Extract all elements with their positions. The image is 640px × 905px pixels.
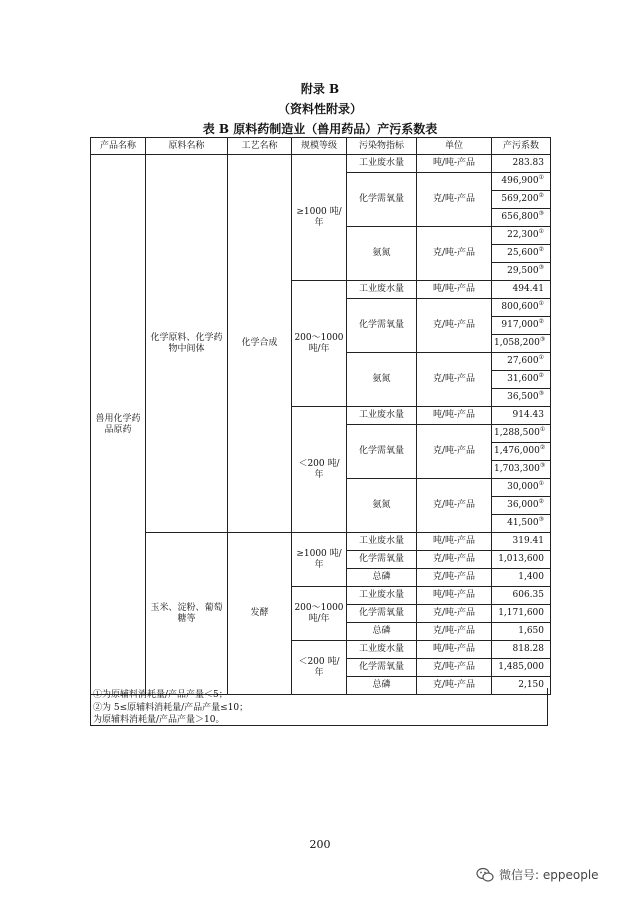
appendix-nature: （资料性附录） xyxy=(277,102,362,116)
process-cell: 发酵 xyxy=(228,533,292,695)
coefficient-cell xyxy=(492,371,551,389)
unit-cell: 克/吨-产品 xyxy=(417,605,492,623)
coefficient-cell xyxy=(492,479,551,497)
unit-cell: 吨/吨-产品 xyxy=(417,407,492,425)
pollutant-cell: 工业废水量 xyxy=(347,281,417,299)
footnote-marker: ① xyxy=(538,354,544,361)
footnote-marker: ③ xyxy=(539,336,546,343)
coefficient-cell xyxy=(492,317,551,335)
coefficient-value: 800,600 xyxy=(501,302,539,312)
pollutant-cell: 工业废水量 xyxy=(347,641,417,659)
coefficient-cell xyxy=(492,227,551,245)
pollutant-cell: 化学需氧量 xyxy=(347,659,417,677)
footnote-marker: ① xyxy=(539,426,546,433)
pollutant-cell: 总磷 xyxy=(347,623,417,641)
coefficient-value: 1,485,000 xyxy=(498,662,544,672)
unit-cell: 吨/吨-产品 xyxy=(417,587,492,605)
coefficient-value: 914.43 xyxy=(512,410,544,420)
coefficient-cell xyxy=(492,587,551,605)
pollutant-cell: 工业废水量 xyxy=(347,533,417,551)
header-pollutant: 污染物指标 xyxy=(347,138,417,155)
unit-cell: 克/吨-产品 xyxy=(417,623,492,641)
coefficient-value: 496,900 xyxy=(501,176,539,186)
coefficient-cell xyxy=(492,245,551,263)
pollutant-cell: 工业废水量 xyxy=(347,155,417,173)
coefficient-value: 2,150 xyxy=(518,680,544,690)
coefficient-value: 1,650 xyxy=(518,626,544,636)
unit-cell: 克/吨-产品 xyxy=(417,353,492,407)
coefficient-value: 27,600 xyxy=(507,356,539,366)
footnote-1: ①为原辅料消耗量/产品产量＜5； xyxy=(93,690,228,700)
appendix-title: 附录 B xyxy=(300,82,340,96)
unit-cell: 克/吨-产品 xyxy=(417,173,492,227)
coefficient-value: 656,800 xyxy=(501,212,539,222)
header-material: 原料名称 xyxy=(146,138,228,155)
coefficient-cell xyxy=(492,569,551,587)
coefficient-cell xyxy=(492,389,551,407)
coefficient-value: 1,703,300 xyxy=(494,464,540,474)
footnote-marker: ② xyxy=(538,246,544,253)
pollutant-cell: 化学需氧量 xyxy=(347,299,417,353)
coefficient-cell xyxy=(492,281,551,299)
process-cell: 化学合成 xyxy=(228,155,292,533)
emission-coefficient-table xyxy=(90,137,551,695)
pollutant-cell: 氨氮 xyxy=(347,353,417,407)
scale-cell: ＜200 吨/年 xyxy=(292,407,347,533)
footnote-3: 为原辅料消耗量/产品产量＞10。 xyxy=(93,715,225,725)
footnote-marker: ③ xyxy=(538,390,544,397)
coefficient-cell xyxy=(492,641,551,659)
table-header-row xyxy=(91,138,551,155)
coefficient-value: 283.83 xyxy=(512,158,544,168)
footnote-marker: ① xyxy=(538,228,544,235)
footnote-marker: ② xyxy=(538,498,544,505)
wechat-icon xyxy=(476,867,494,883)
coefficient-cell xyxy=(492,155,551,173)
scale-cell: 200～1000 吨/年 xyxy=(292,587,347,641)
header-product: 产品名称 xyxy=(91,138,146,155)
scale-cell: ≥1000 吨/年 xyxy=(292,533,347,587)
coefficient-cell xyxy=(492,173,551,191)
footnote-marker: ① xyxy=(538,480,544,487)
material-cell: 化学原料、化学药物中间体 xyxy=(146,155,228,533)
pollutant-cell: 化学需氧量 xyxy=(347,551,417,569)
coefficient-cell xyxy=(492,425,551,443)
unit-cell: 克/吨-产品 xyxy=(417,425,492,479)
pollutant-cell: 氨氮 xyxy=(347,479,417,533)
unit-cell: 克/吨-产品 xyxy=(417,479,492,533)
footnote-marker: ③ xyxy=(538,516,544,523)
unit-cell: 克/吨-产品 xyxy=(417,299,492,353)
coefficient-value: 917,000 xyxy=(501,320,539,330)
scale-cell: 200～1000 吨/年 xyxy=(292,281,347,407)
coefficient-value: 36,000 xyxy=(507,500,539,510)
footnote-marker: ③ xyxy=(539,462,546,469)
watermark-text: 微信号: eppeople xyxy=(499,868,599,882)
coefficient-cell xyxy=(492,497,551,515)
coefficient-cell xyxy=(492,533,551,551)
scale-cell: ＜200 吨/年 xyxy=(292,641,347,695)
unit-cell: 吨/吨-产品 xyxy=(417,281,492,299)
page-number: 200 xyxy=(309,838,331,851)
coefficient-cell xyxy=(492,515,551,533)
scale-cell: ≥1000 吨/年 xyxy=(292,155,347,281)
coefficient-value: 1,476,000 xyxy=(494,446,540,456)
coefficient-value: 36,500 xyxy=(507,392,539,402)
footnote-marker: ① xyxy=(538,300,544,307)
coefficient-cell xyxy=(492,191,551,209)
coefficient-cell xyxy=(492,209,551,227)
pollutant-cell: 工业废水量 xyxy=(347,407,417,425)
unit-cell: 克/吨-产品 xyxy=(417,677,492,695)
coefficient-cell xyxy=(492,263,551,281)
coefficient-cell xyxy=(492,335,551,353)
unit-cell: 吨/吨-产品 xyxy=(417,155,492,173)
coefficient-value: 569,200 xyxy=(501,194,539,204)
pollutant-cell: 化学需氧量 xyxy=(347,173,417,227)
header-process: 工艺名称 xyxy=(228,138,292,155)
coefficient-value: 1,288,500 xyxy=(494,428,540,438)
pollutant-cell: 总磷 xyxy=(347,569,417,587)
coefficient-value: 30,000 xyxy=(507,482,539,492)
coefficient-value: 606.35 xyxy=(512,590,544,600)
footnote-marker: ② xyxy=(538,192,544,199)
coefficient-value: 818.28 xyxy=(512,644,544,654)
pollutant-cell: 总磷 xyxy=(347,677,417,695)
footnote-marker: ③ xyxy=(538,210,544,217)
coefficient-value: 319.41 xyxy=(512,536,544,546)
table-title: 表 B 原料药制造业（兽用药品）产污系数表 xyxy=(202,122,438,136)
coefficient-value: 1,058,200 xyxy=(494,338,540,348)
footnote-marker: ③ xyxy=(538,264,544,271)
coefficient-value: 1,400 xyxy=(518,572,544,582)
coefficient-value: 25,600 xyxy=(507,248,539,258)
product-name-cell: 兽用化学药品原药 xyxy=(91,155,146,695)
footnote-marker: ② xyxy=(538,372,544,379)
header-scale: 规模等级 xyxy=(292,138,347,155)
unit-cell: 克/吨-产品 xyxy=(417,227,492,281)
coefficient-cell xyxy=(492,461,551,479)
pollutant-cell: 氨氮 xyxy=(347,227,417,281)
header-unit: 单位 xyxy=(417,138,492,155)
unit-cell: 克/吨-产品 xyxy=(417,569,492,587)
coefficient-value: 22,300 xyxy=(507,230,539,240)
footnotes xyxy=(90,688,548,726)
pollutant-cell: 工业废水量 xyxy=(347,587,417,605)
coefficient-cell xyxy=(492,659,551,677)
unit-cell: 吨/吨-产品 xyxy=(417,641,492,659)
footnote-marker: ① xyxy=(538,174,544,181)
coefficient-cell xyxy=(492,623,551,641)
pollutant-cell: 化学需氧量 xyxy=(347,605,417,623)
wechat-watermark xyxy=(476,866,599,883)
coefficient-value: 1,171,600 xyxy=(498,608,544,618)
unit-cell: 吨/吨-产品 xyxy=(417,533,492,551)
coefficient-cell xyxy=(492,551,551,569)
coefficient-value: 494.41 xyxy=(512,284,544,294)
coefficient-cell xyxy=(492,605,551,623)
coefficient-value: 31,600 xyxy=(507,374,539,384)
coefficient-cell xyxy=(492,299,551,317)
pollutant-cell: 化学需氧量 xyxy=(347,425,417,479)
table-row xyxy=(91,155,551,173)
footnote-2: ②为 5≤原辅料消耗量/产品产量≤10； xyxy=(93,702,249,713)
footnote-marker: ② xyxy=(539,444,546,451)
header-coefficient: 产污系数 xyxy=(492,138,551,155)
coefficient-cell xyxy=(492,353,551,371)
coefficient-value: 41,500 xyxy=(507,518,539,528)
coefficient-cell xyxy=(492,443,551,461)
coefficient-value: 29,500 xyxy=(507,266,539,276)
coefficient-value: 1,013,600 xyxy=(498,554,544,564)
unit-cell: 克/吨-产品 xyxy=(417,551,492,569)
unit-cell: 克/吨-产品 xyxy=(417,659,492,677)
table-row xyxy=(91,533,551,551)
footnote-marker: ② xyxy=(538,318,544,325)
material-cell: 玉米、淀粉、葡萄糖等 xyxy=(146,533,228,695)
coefficient-cell xyxy=(492,407,551,425)
